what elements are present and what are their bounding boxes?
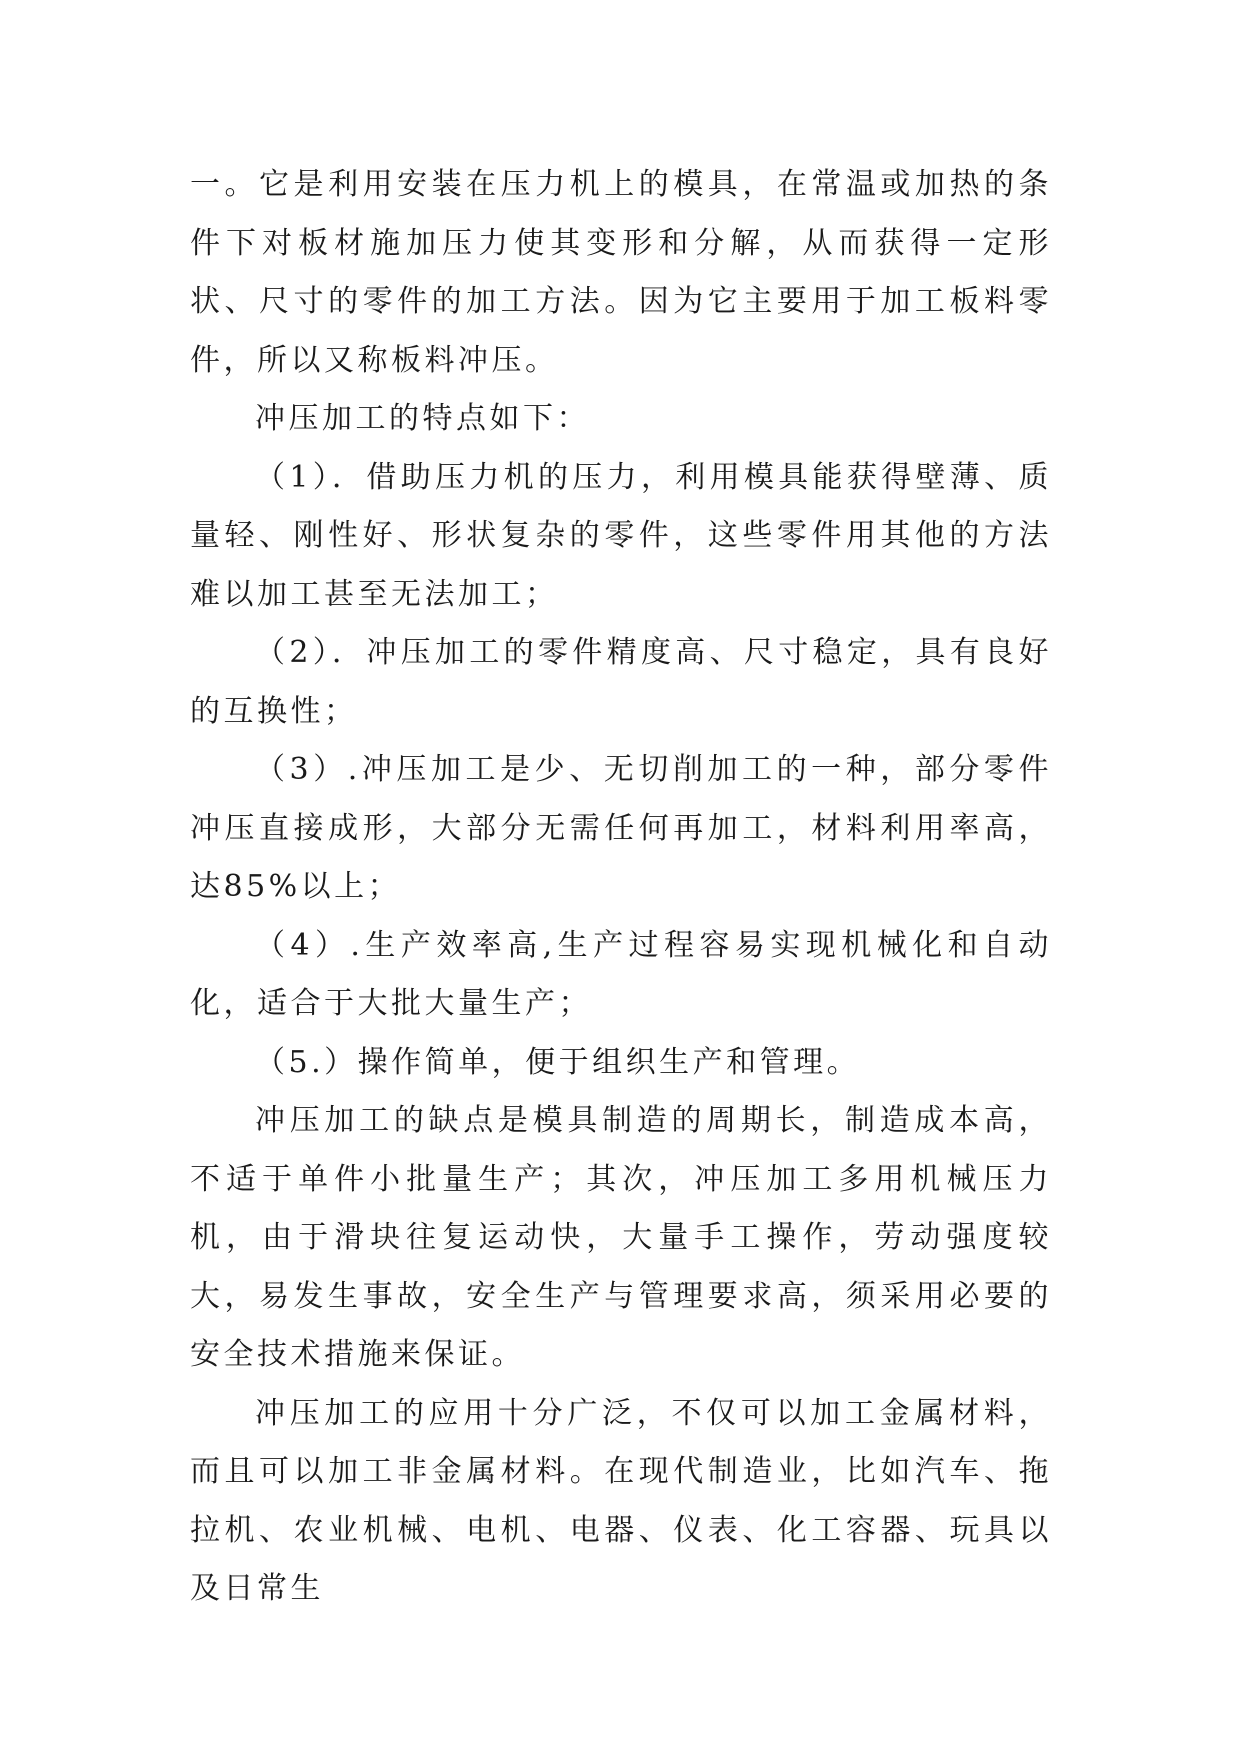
- paragraph-features-heading: 冲压加工的特点如下：: [255, 401, 590, 436]
- paragraph-feature-1: （1）．借助压力机的压力，利用模具能获得壁薄、质量轻、刚性好、形状复杂的零件，这些零件用其他的方法难以加工甚至无法加工；: [190, 459, 1052, 612]
- paragraph-disadvantages: 冲压加工的缺点是模具制造的周期长，制造成本高，不适于单件小批量生产；其次，冲压加工多用机械压力机，由于滑块往复运动快，大量手工操作，劳动强度较大，易发生事故，安全生产与管理要求高，须采用必要的安全技术措施来保证。: [190, 1103, 1052, 1372]
- paragraph-feature-5: （5.）操作简单，便于组织生产和管理。: [255, 1044, 861, 1080]
- paragraph-feature-2: （2）．冲压加工的零件精度高、尺寸稳定，具有良好的互换性；: [190, 635, 1052, 729]
- paragraph-feature-3: （3）.冲压加工是少、无切削加工的一种，部分零件冲压直接成形，大部分无需任何再加工，材料利用率高，达85%以上；: [190, 752, 1052, 904]
- document-page: [190, 156, 1052, 1619]
- paragraph-applications: 冲压加工的应用十分广泛，不仅可以加工金属材料，而且可以加工非金属材料。在现代制造业，比如汽车、拖拉机、农业机械、电机、电器、仪表、化工容器、玩具以及日常生: [190, 1395, 1052, 1606]
- paragraph-feature-4: （4）.生产效率高,生产过程容易实现机械化和自动化，适合于大批大量生产；: [190, 927, 1052, 1021]
- paragraph-definition: 一。它是利用安装在压力机上的模具，在常温或加热的条件下对板材施加压力使其变形和分解，从而获得一定形状、尺寸的零件的加工方法。因为它主要用于加工板料零件，所以又称板料冲压。: [190, 167, 1052, 378]
